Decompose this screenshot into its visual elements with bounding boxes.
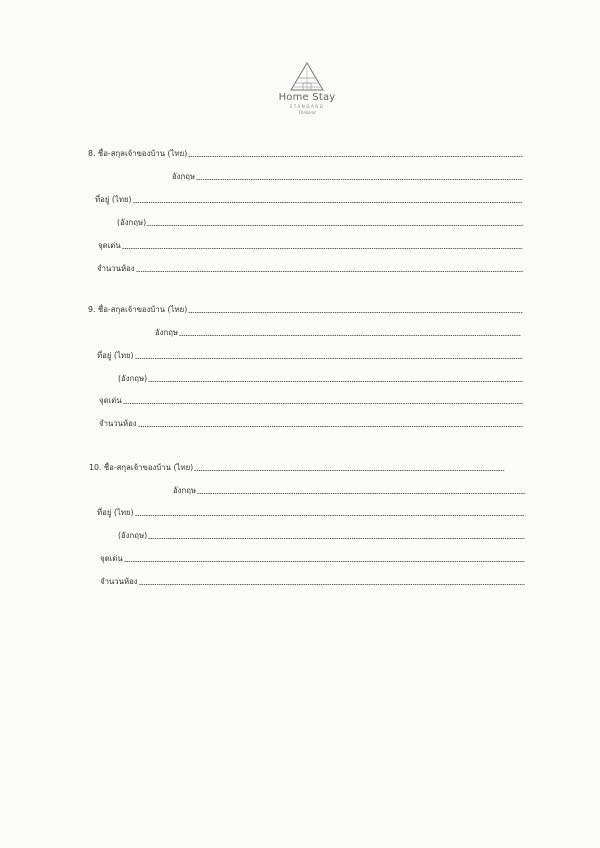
owner-name-english-row (155, 323, 521, 337)
owner-name-english-field[interactable] (197, 493, 525, 494)
address-thai-row (95, 190, 523, 204)
address-english-row (118, 369, 523, 383)
owner-name-english-row (172, 167, 523, 181)
room-count-row (99, 414, 523, 428)
owner-name-thai-row (88, 144, 523, 158)
owner-name-english-row (173, 481, 525, 495)
address-english-field[interactable] (147, 225, 523, 226)
address-thai-field[interactable] (135, 358, 523, 359)
highlight-field[interactable] (123, 403, 523, 404)
logo-country: Thailand (298, 110, 316, 115)
room-count-row (97, 259, 523, 273)
address-english-row (118, 526, 525, 540)
owner-name-thai-field[interactable] (194, 470, 505, 471)
highlight-label: จุดเด่น (99, 396, 122, 406)
address-english-row (117, 213, 523, 227)
address-thai-row (97, 346, 523, 360)
room-count-label: จำนวนห้อง (100, 577, 138, 587)
highlight-row (98, 236, 523, 250)
owner-name-english-label: อังกฤษ (155, 328, 179, 338)
owner-name-thai-row (89, 458, 505, 472)
logo-subtitle: STANDARD (289, 104, 325, 109)
room-count-field[interactable] (139, 584, 525, 585)
highlight-label: จุดเด่น (98, 241, 121, 251)
room-count-row (100, 572, 525, 586)
house-roof-icon (289, 62, 325, 92)
highlight-field[interactable] (124, 561, 525, 562)
room-count-field[interactable] (138, 426, 523, 427)
owner-name-thai-row (88, 300, 523, 314)
address-thai-label: ที่อยู่ (ไทย) (97, 508, 134, 518)
address-english-label: (อังกฤษ) (118, 374, 148, 384)
address-english-field[interactable] (148, 381, 523, 382)
address-english-label: (อังกฤษ) (118, 531, 148, 541)
homestay-logo (272, 62, 342, 120)
owner-name-thai-label: 10. ชื่อ-สกุลเจ้าของบ้าน (ไทย) (89, 463, 194, 473)
owner-name-english-label: อังกฤษ (173, 486, 197, 496)
owner-name-english-field[interactable] (196, 179, 523, 180)
room-count-label: จำนวนห้อง (97, 264, 135, 274)
room-count-field[interactable] (136, 271, 523, 272)
owner-name-thai-field[interactable] (188, 312, 523, 313)
logo-name: Home Stay (278, 92, 336, 103)
address-thai-field[interactable] (135, 515, 525, 516)
highlight-row (100, 549, 525, 563)
address-english-field[interactable] (148, 538, 525, 539)
owner-name-thai-label: 9. ชื่อ-สกุลเจ้าของบ้าน (ไทย) (88, 305, 188, 315)
address-thai-label: ที่อยู่ (ไทย) (95, 195, 132, 205)
owner-name-thai-label: 8. ชื่อ-สกุลเจ้าของบ้าน (ไทย) (88, 149, 188, 159)
address-english-label: (อังกฤษ) (117, 218, 147, 228)
address-thai-label: ที่อยู่ (ไทย) (97, 351, 134, 361)
address-thai-row (97, 503, 525, 517)
highlight-field[interactable] (122, 248, 523, 249)
address-thai-field[interactable] (133, 202, 523, 203)
highlight-row (99, 391, 523, 405)
owner-name-thai-field[interactable] (188, 156, 523, 157)
room-count-label: จำนวนห้อง (99, 419, 137, 429)
highlight-label: จุดเด่น (100, 554, 123, 564)
owner-name-english-label: อังกฤษ (172, 172, 196, 182)
owner-name-english-field[interactable] (179, 335, 521, 336)
